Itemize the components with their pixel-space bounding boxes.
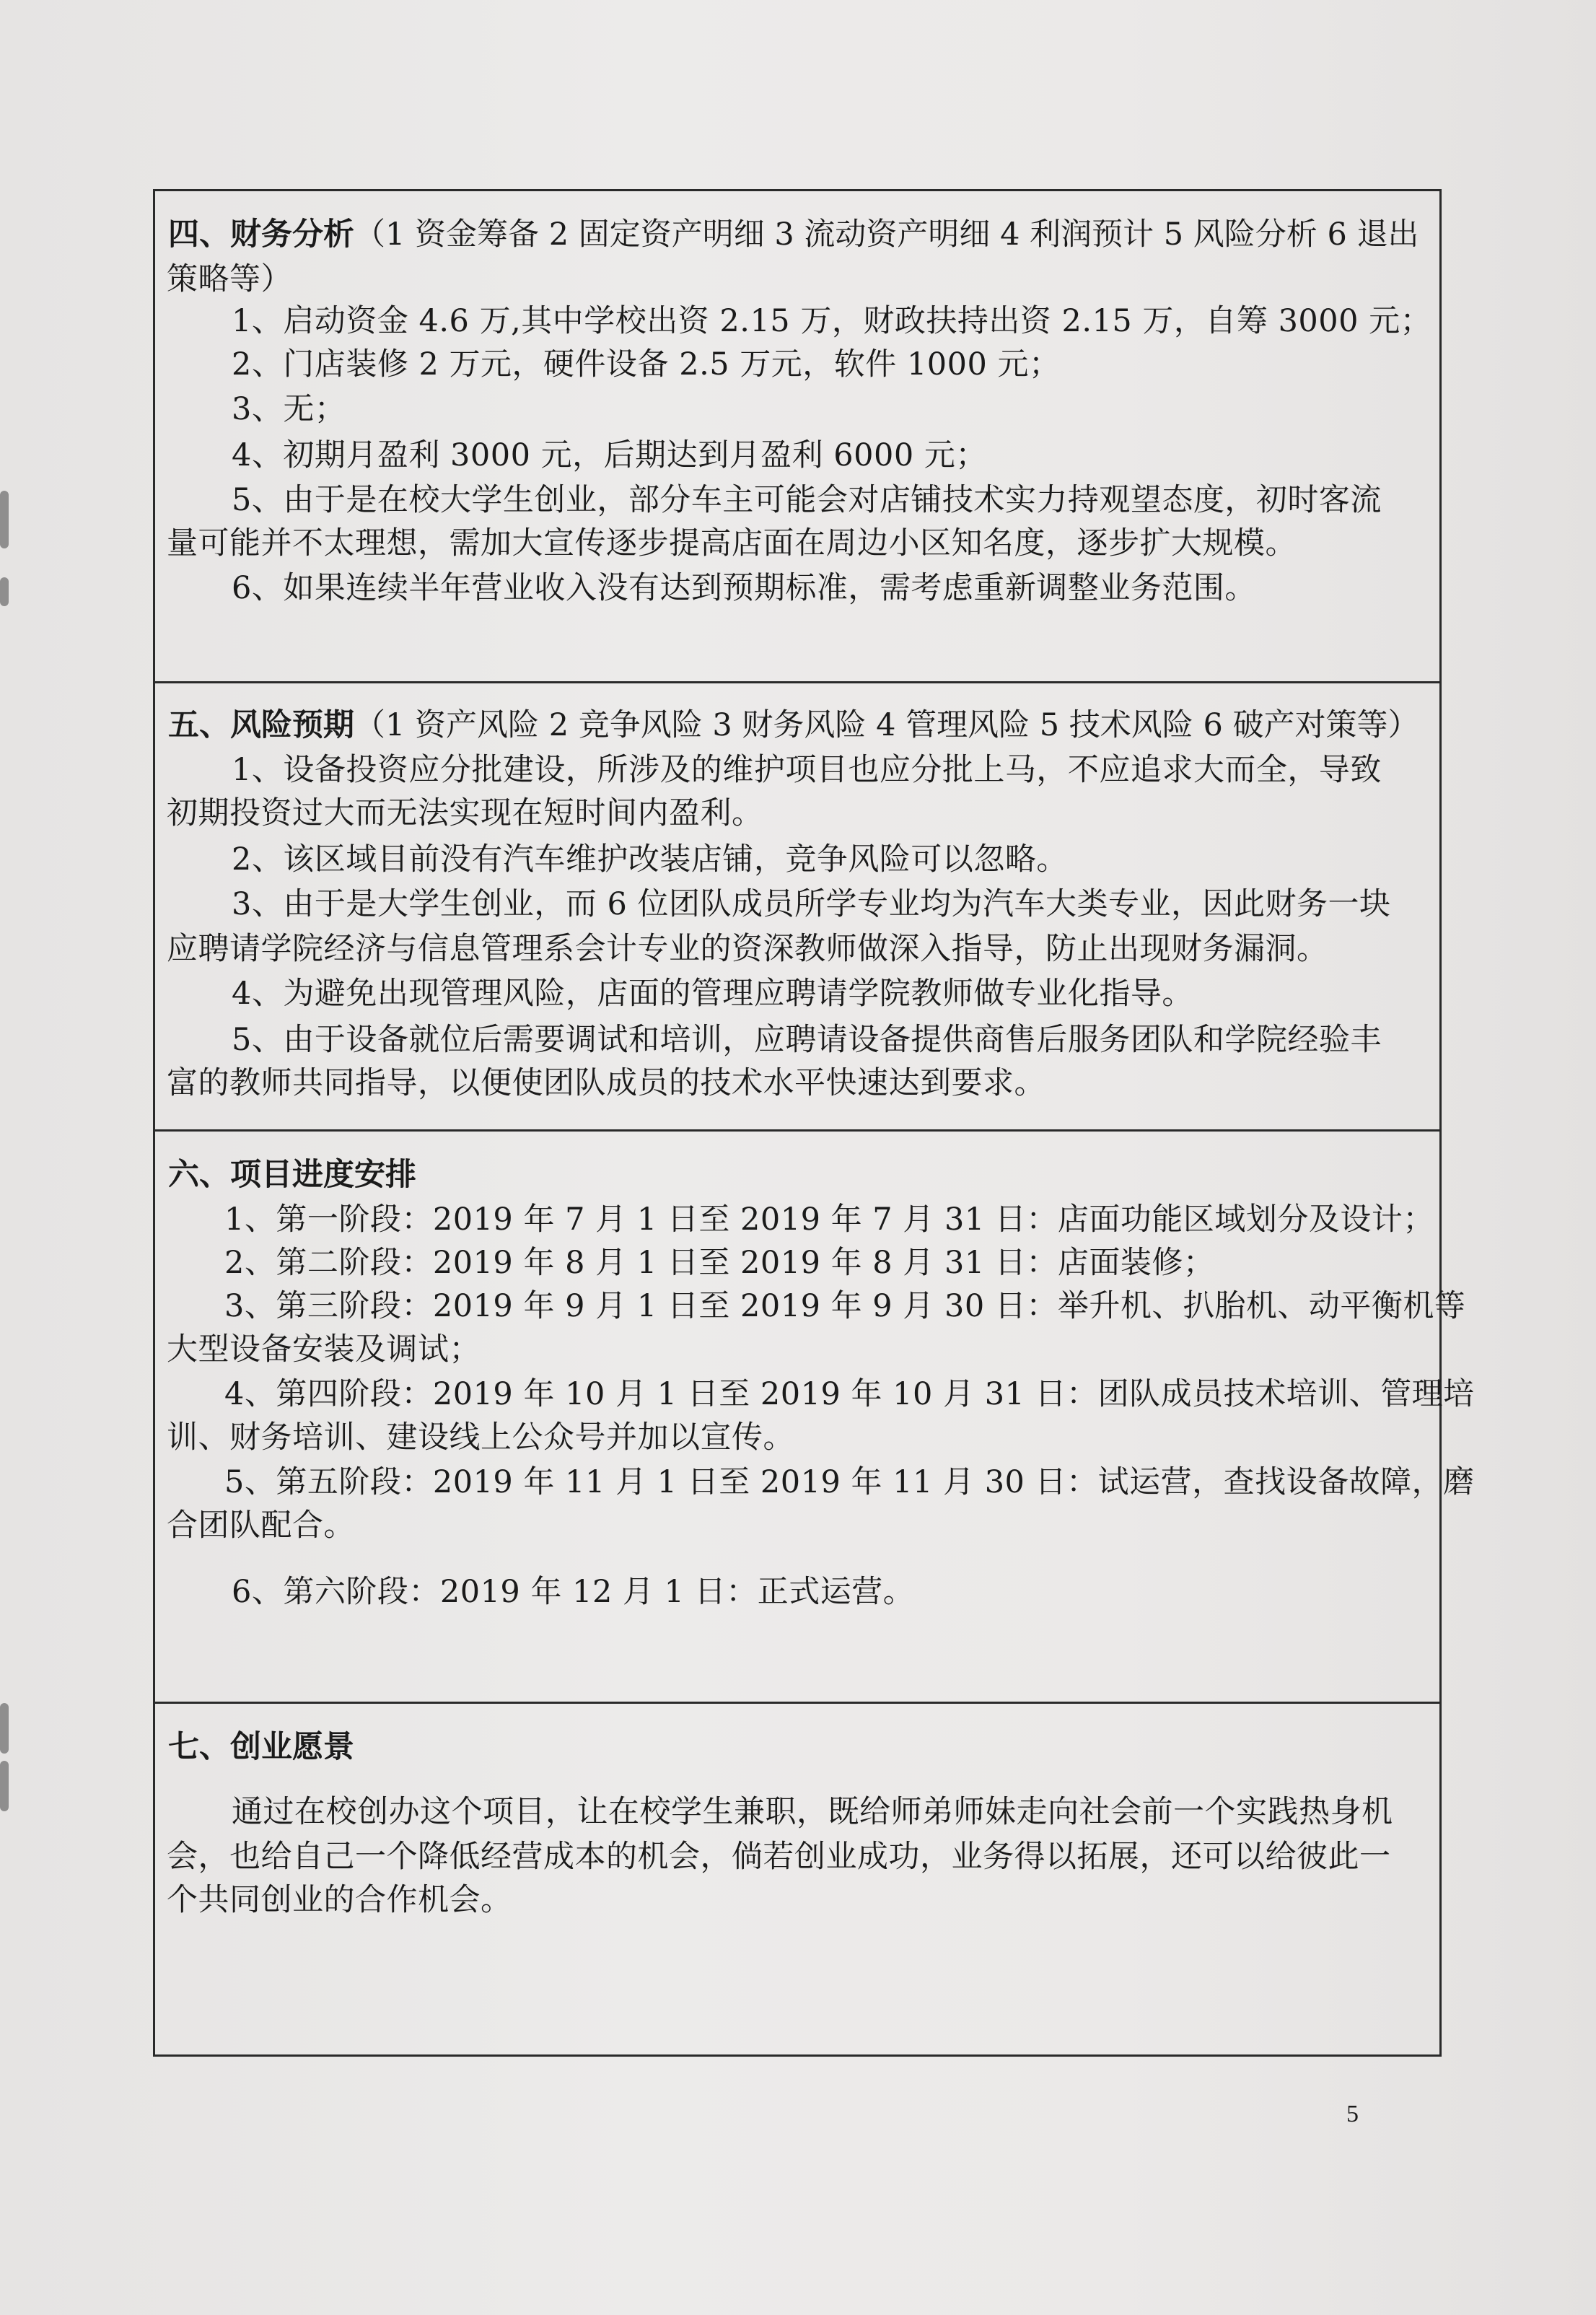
paragraph-line: 3、无；: [232, 391, 346, 427]
binding-mark: [0, 491, 9, 548]
section-heading: [168, 1153, 416, 1196]
section-financial-analysis: [155, 191, 1439, 683]
schedule-line: 6、第六阶段：2019 年 12 月 1 日：正式运营。: [232, 1574, 915, 1610]
paragraph-line: 量可能并不太理想，需加大宣传逐步提高店面在周边小区知名度，逐步扩大规模。: [167, 525, 1297, 561]
section-heading: [168, 213, 1419, 256]
schedule-line: 大型设备安装及调试；: [167, 1331, 481, 1367]
page-number: 5: [1346, 2101, 1359, 2127]
paragraph-line: 4、为避免出现管理风险，店面的管理应聘请学院教师做专业化指导。: [232, 976, 1193, 1012]
paragraph-line: 1、设备投资应分批建设，所涉及的维护项目也应分批上马，不应追求大而全，导致: [232, 752, 1382, 788]
schedule-line: 1、第一阶段：2019 年 7 月 1 日至 2019 年 7 月 31 日：店面功能区域划分及设计；: [224, 1202, 1434, 1238]
section-heading: [168, 704, 1419, 747]
paragraph-line: 应聘请学院经济与信息管理系会计专业的资深教师做深入指导，防止出现财务漏洞。: [167, 931, 1328, 967]
section-title: 四、财务分析: [168, 216, 354, 253]
schedule-line: 5、第五阶段：2019 年 11 月 1 日至 2019 年 11 月 30 日：试运营，查找设备故障，磨: [224, 1464, 1475, 1500]
paragraph-line: 3、由于是大学生创业，而 6 位团队成员所学专业均为汽车大类专业，因此财务一块: [232, 886, 1391, 922]
paragraph-line: 6、如果连续半年营业收入没有达到预期标准，需考虑重新调整业务范围。: [232, 570, 1256, 606]
section-title: 六、项目进度安排: [168, 1157, 416, 1193]
schedule-line: 3、第三阶段：2019 年 9 月 1 日至 2019 年 9 月 30 日：举升机、扒胎机、动平衡机等: [224, 1288, 1466, 1324]
section-title: 五、风险预期: [168, 707, 354, 743]
paragraph-line: 4、初期月盈利 3000 元，后期达到月盈利 6000 元；: [232, 437, 987, 473]
paragraph-line: 1、启动资金 4.6 万,其中学校出资 2.15 万，财政扶持出资 2.15 万，自筹 3000 元；: [232, 303, 1432, 339]
section-schedule: [155, 1132, 1475, 1704]
plan-table: [153, 189, 1475, 2057]
paragraph-line: 会，也给自己一个降低经营成本的机会，倘若创业成功，业务得以拓展，还可以给彼此一: [167, 1839, 1391, 1875]
schedule-line: 2、第二阶段：2019 年 8 月 1 日至 2019 年 8 月 31 日：店面装修；: [224, 1245, 1215, 1281]
paragraph-line: 个共同创业的合作机会。: [167, 1882, 512, 1918]
section-heading: [168, 1725, 354, 1769]
section-subtitle: （1 资产风险 2 竞争风险 3 财务风险 4 管理风险 5 技术风险 6 破产对策等）: [354, 707, 1419, 743]
section-subtitle: （1 资金筹备 2 固定资产明细 3 流动资产明细 4 利润预计 5 风险分析 6 退出: [354, 216, 1419, 253]
paragraph-line: 2、该区域目前没有汽车维护改装店铺，竞争风险可以忽略。: [232, 841, 1068, 878]
paragraph-line: 5、由于设备就位后需要调试和培训，应聘请设备提供商售后服务团队和学院经验丰: [232, 1022, 1382, 1058]
binding-mark: [0, 1761, 9, 1811]
paragraph-line: 富的教师共同指导，以便使团队成员的技术水平快速达到要求。: [167, 1065, 1045, 1101]
section-vision: [155, 1704, 1439, 2054]
binding-mark: [0, 1703, 9, 1754]
paragraph-line: 通过在校创办这个项目，让在校学生兼职，既给师弟师妹走向社会前一个实践热身机: [232, 1794, 1393, 1830]
paragraph-line: 2、门店装修 2 万元，硬件设备 2.5 万元，软件 1000 元；: [232, 346, 1061, 382]
paragraph-line: 初期投资过大而无法实现在短时间内盈利。: [167, 795, 763, 831]
schedule-line: 训、财务培训、建设线上公众号并加以宣传。: [167, 1419, 794, 1456]
schedule-line: 合团队配合。: [167, 1507, 355, 1544]
schedule-line: 4、第四阶段：2019 年 10 月 1 日至 2019 年 10 月 31 日：团队成员技术培训、管理培: [224, 1376, 1475, 1412]
section-risk-forecast: [155, 683, 1439, 1132]
section-subtitle-continued: 策略等）: [167, 261, 292, 297]
paragraph-line: 5、由于是在校大学生创业，部分车主可能会对店铺技术实力持观望态度，初时客流: [232, 482, 1382, 518]
binding-mark: [0, 577, 9, 606]
section-title: 七、创业愿景: [168, 1729, 354, 1765]
